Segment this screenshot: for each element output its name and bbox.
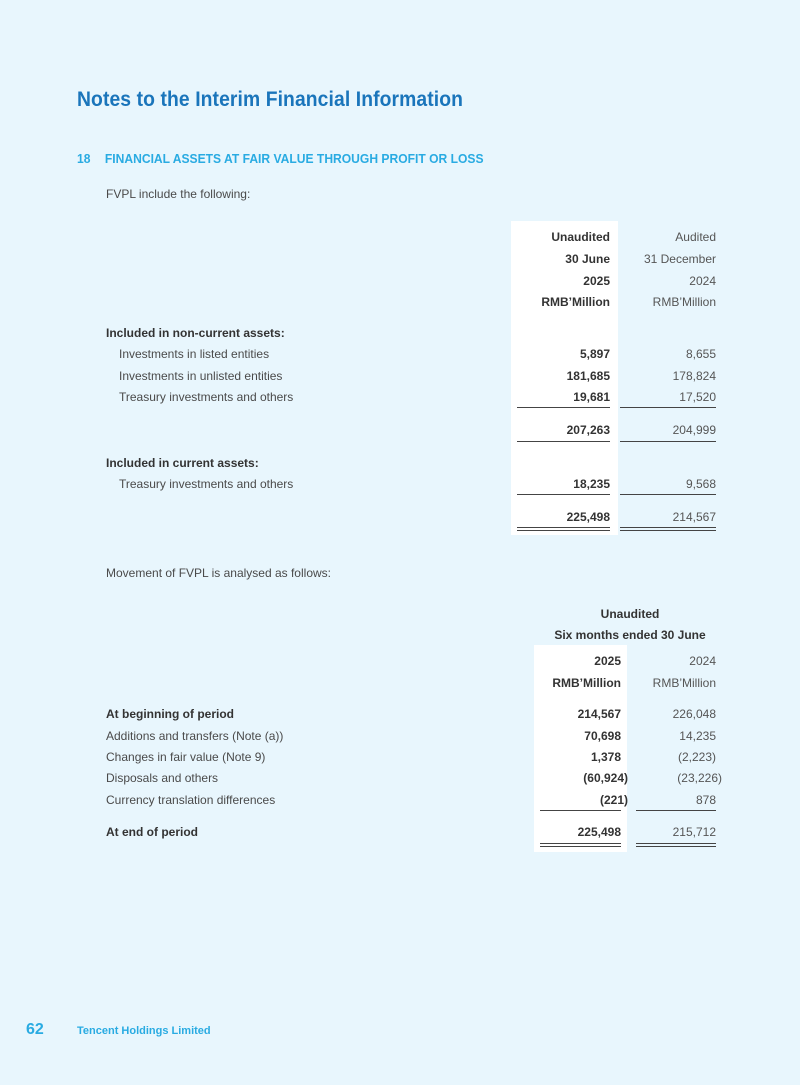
total-label: At end of period xyxy=(106,825,198,839)
table1-col1-header: Unaudited xyxy=(551,230,610,244)
row-label: Changes in fair value (Note 9) xyxy=(106,750,266,764)
table1-grand-total-row xyxy=(0,508,800,526)
subtotal-rule xyxy=(540,810,621,811)
table1-intro: FVPL include the following: xyxy=(106,187,251,201)
table2-header-sub: Six months ended 30 June xyxy=(554,628,706,642)
row-value-2025: 5,897 xyxy=(579,347,610,361)
subtotal-value-2025: 207,263 xyxy=(566,423,610,437)
row-value-2025: (60,924) xyxy=(583,771,628,785)
group-label: Included in non-current assets: xyxy=(106,326,285,340)
row-value-2025: 181,685 xyxy=(566,369,610,383)
table1-header-row-2 xyxy=(0,250,800,268)
row-label: Investments in listed entities xyxy=(119,347,270,361)
row-value-2025: (221) xyxy=(599,793,628,807)
table-row xyxy=(0,791,800,809)
table-row xyxy=(0,388,800,406)
row-value-2024: 9,568 xyxy=(685,477,716,491)
table2-col2-header: RMB’Million xyxy=(652,676,716,690)
total-value-2024: 215,712 xyxy=(672,825,716,839)
table1-col1-header: 2025 xyxy=(583,274,610,288)
page-number: 62 xyxy=(26,1021,44,1038)
row-value-2024: (23,226) xyxy=(677,771,722,785)
table1-col2-header: 31 December xyxy=(643,252,716,266)
row-label: Treasury investments and others xyxy=(119,390,294,404)
table-row xyxy=(0,345,800,363)
row-value-2025: 214,567 xyxy=(577,707,621,721)
subtotal-value-2024: 204,999 xyxy=(672,423,716,437)
subtotal-rule xyxy=(517,441,610,442)
section-number: 18 xyxy=(77,151,91,166)
total-double-rule xyxy=(620,527,716,531)
total-value-2025: 225,498 xyxy=(577,825,621,839)
subtotal-rule xyxy=(620,407,716,408)
row-value-2024: (2,223) xyxy=(677,750,716,764)
table2-header-row-1 xyxy=(0,652,800,670)
row-label: Additions and transfers (Note (a)) xyxy=(106,729,284,743)
table1-col1-header: 30 June xyxy=(565,252,610,266)
subtotal-rule xyxy=(517,494,610,495)
row-value-2024: 14,235 xyxy=(679,729,716,743)
table1-header-row-1 xyxy=(0,228,800,246)
table2-col1-header: 2025 xyxy=(594,654,621,668)
subtotal-rule xyxy=(636,810,716,811)
grand-total-value-2024: 214,567 xyxy=(672,510,716,524)
table1-group2-heading xyxy=(0,454,800,472)
company-name: Tencent Holdings Limited xyxy=(77,1025,211,1037)
section-heading xyxy=(77,151,484,166)
row-value-2025: 1,378 xyxy=(590,750,621,764)
row-value-2024: 8,655 xyxy=(685,347,716,361)
table2-col1-header: RMB’Million xyxy=(552,676,621,690)
row-value-2025: 18,235 xyxy=(573,477,610,491)
table2-col2-header: 2024 xyxy=(689,654,716,668)
row-value-2025: 70,698 xyxy=(584,729,621,743)
subtotal-rule xyxy=(620,441,716,442)
grand-total-value-2025: 225,498 xyxy=(566,510,610,524)
subtotal-rule xyxy=(620,494,716,495)
row-label: At beginning of period xyxy=(106,707,234,721)
row-value-2024: 17,520 xyxy=(679,390,716,404)
table-row xyxy=(0,705,800,723)
table1-subtotal-row xyxy=(0,421,800,439)
row-label: Disposals and others xyxy=(106,771,219,785)
subtotal-rule xyxy=(517,407,610,408)
row-label: Investments in unlisted entities xyxy=(119,369,283,383)
table1-header-row-4 xyxy=(0,293,800,311)
table1-col1-header: RMB’Million xyxy=(541,295,610,309)
group-label: Included in current assets: xyxy=(106,456,259,470)
table1-col2-header: RMB’Million xyxy=(652,295,716,309)
table-row xyxy=(0,769,800,787)
total-double-rule xyxy=(540,843,621,847)
table1-group1-heading xyxy=(0,324,800,342)
table-row xyxy=(0,727,800,745)
table2-header-row-2 xyxy=(0,674,800,692)
table2-total-row xyxy=(0,823,800,841)
row-value-2024: 178,824 xyxy=(672,369,716,383)
table1-col2-header: 2024 xyxy=(689,274,716,288)
table2-header-top: Unaudited xyxy=(600,607,660,621)
row-label: Currency translation differences xyxy=(106,793,276,807)
table2-intro: Movement of FVPL is analysed as follows: xyxy=(106,566,331,580)
section-title: FINANCIAL ASSETS AT FAIR VALUE THROUGH PROFIT OR LOSS xyxy=(104,151,484,166)
table1-header-row-3 xyxy=(0,272,800,290)
table-row xyxy=(0,367,800,385)
table1-col2-header: Audited xyxy=(675,230,716,244)
page-title: Notes to the Interim Financial Information xyxy=(77,88,464,111)
total-double-rule xyxy=(517,527,610,531)
row-value-2024: 878 xyxy=(695,793,716,807)
row-label: Treasury investments and others xyxy=(119,477,294,491)
total-double-rule xyxy=(636,843,716,847)
table-row xyxy=(0,748,800,766)
table-row xyxy=(0,475,800,493)
row-value-2025: 19,681 xyxy=(573,390,610,404)
row-value-2024: 226,048 xyxy=(672,707,716,721)
